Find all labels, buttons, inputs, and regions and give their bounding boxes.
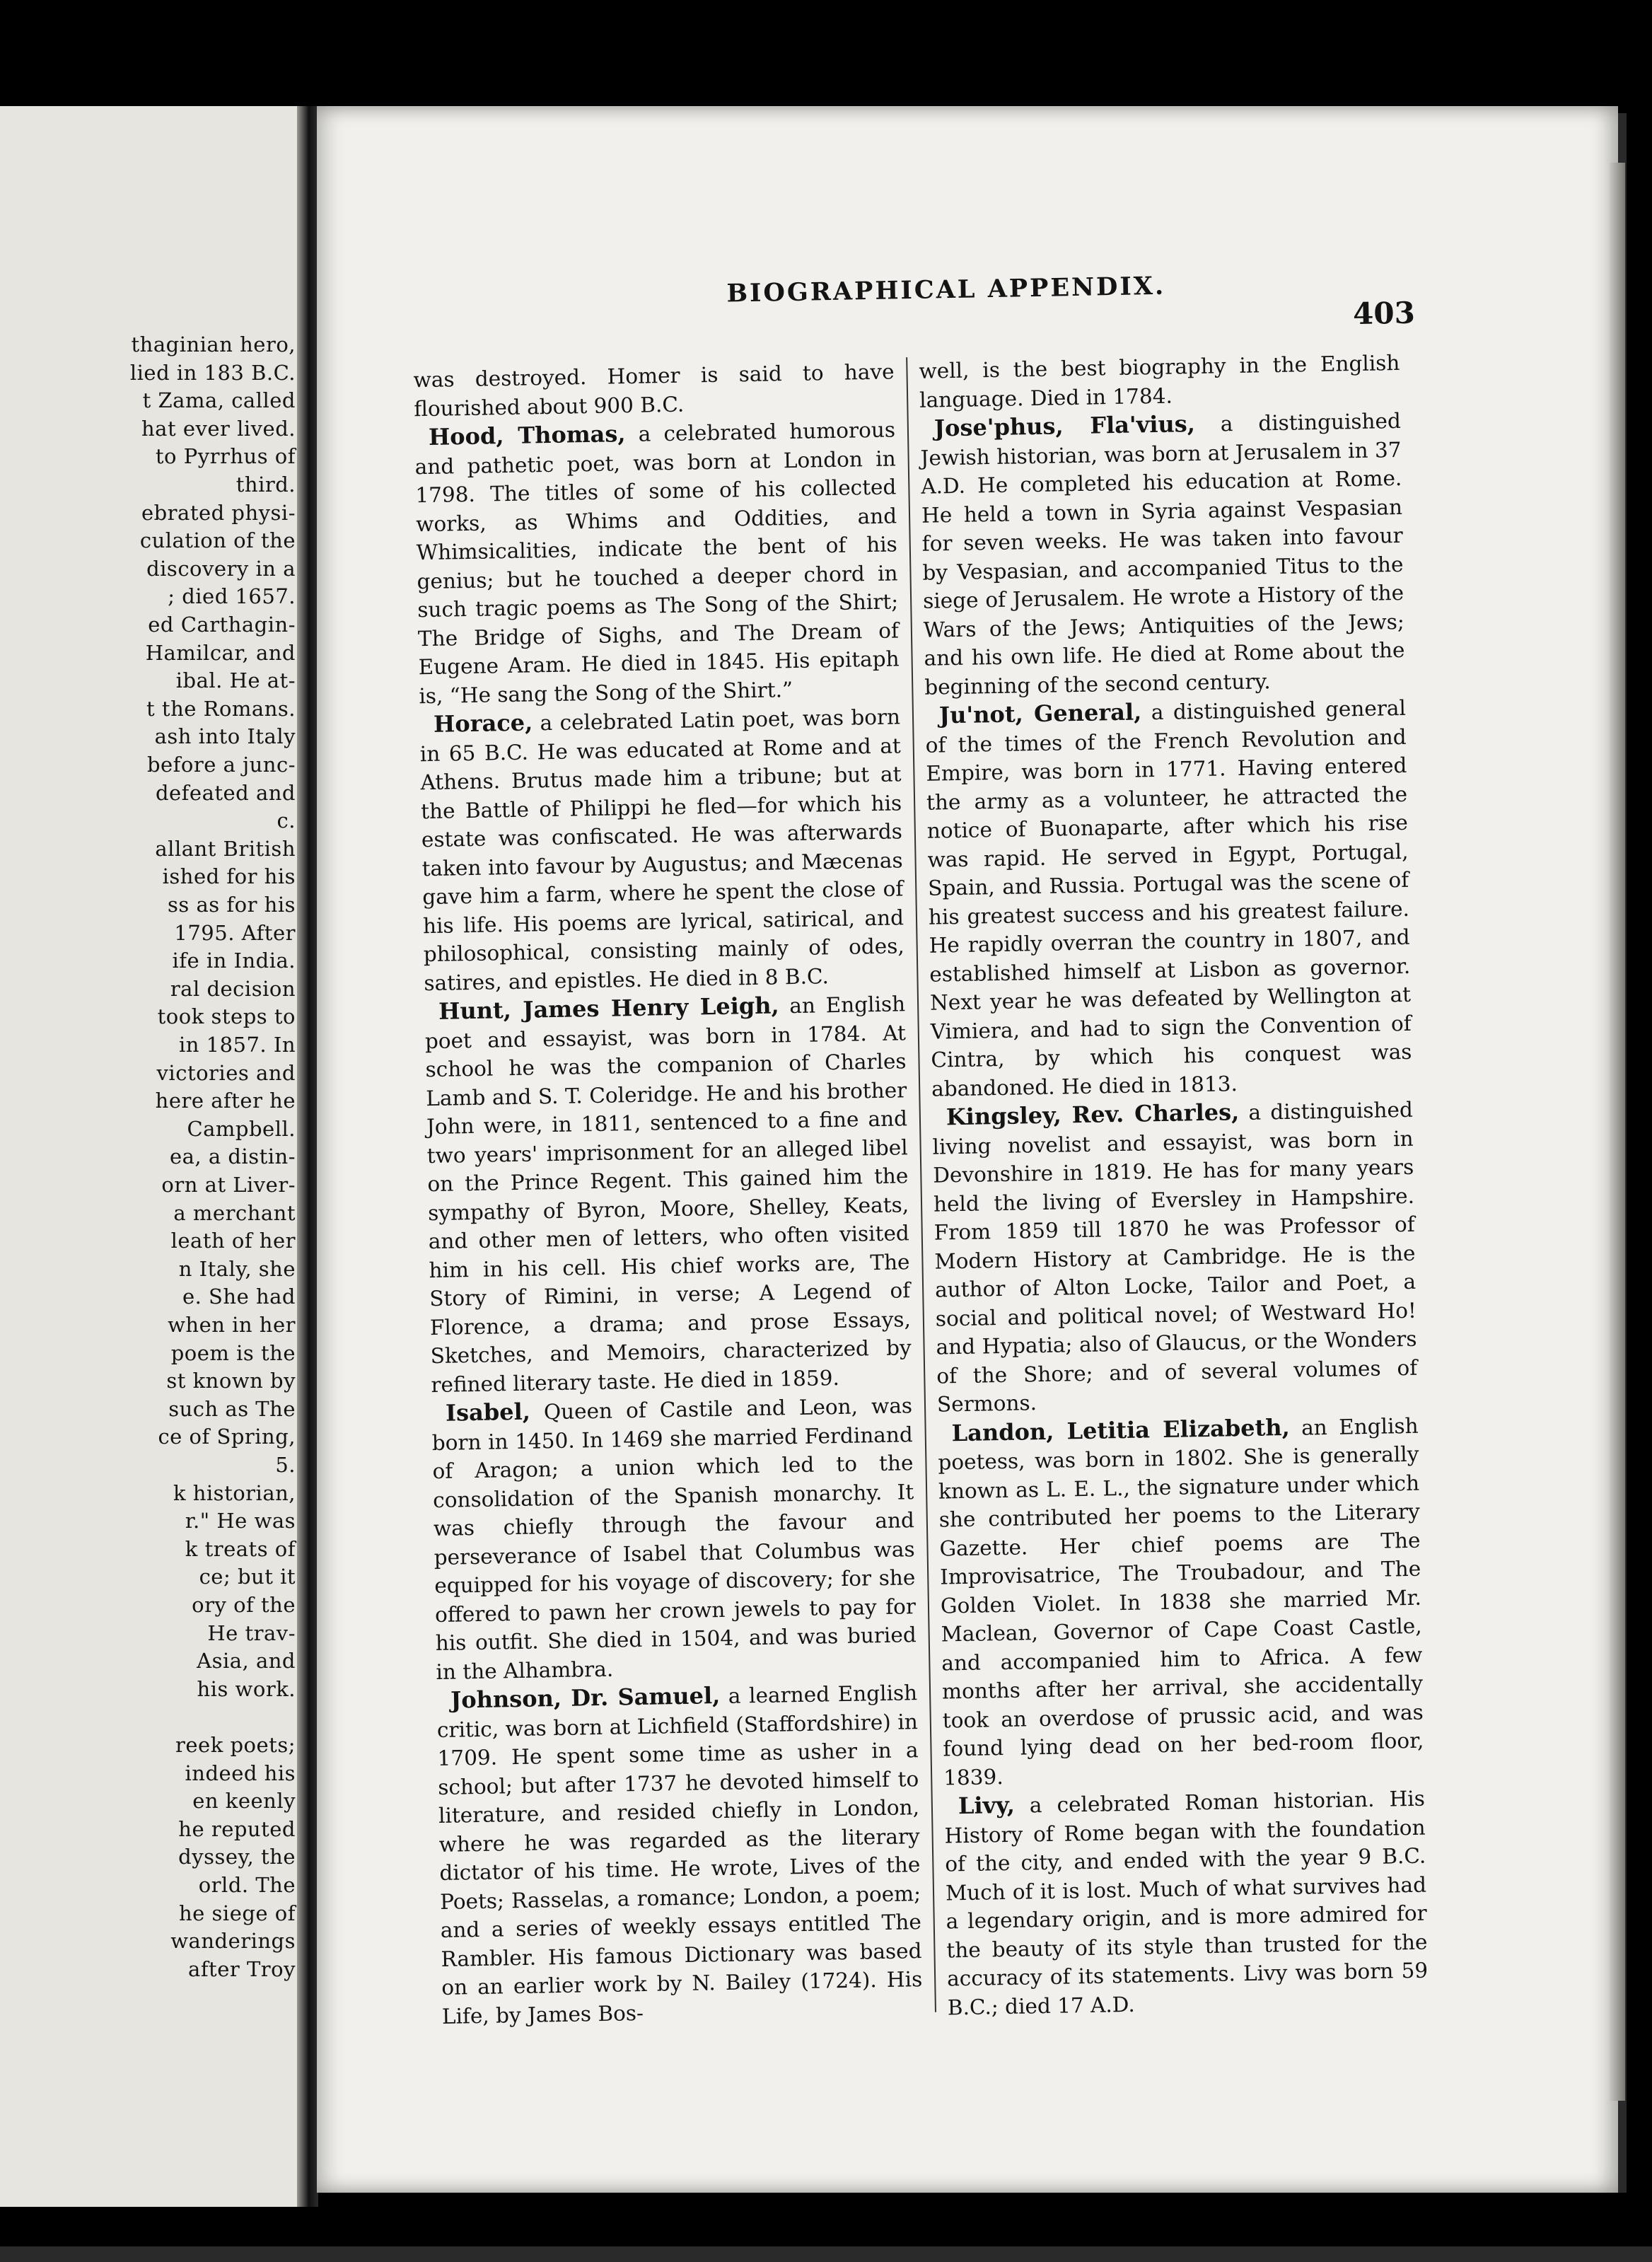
previous-page-line: k historian,: [173, 1480, 296, 1505]
previous-page-line: after Troy: [188, 1956, 296, 1981]
entry-kingsley: [932, 1095, 1419, 1419]
previous-page-line: his work.: [197, 1676, 296, 1701]
previous-page-line: thaginian hero,: [131, 332, 296, 356]
previous-page-line: ss as for his: [168, 893, 296, 917]
entry-landon: [937, 1410, 1424, 1792]
headword: Hood, Thomas,: [428, 420, 626, 451]
headword: Livy,: [958, 1791, 1016, 1820]
headword: Isabel,: [445, 1398, 531, 1427]
headword: Jose'phus, Fla'vius,: [933, 410, 1196, 442]
previous-page-line: c.: [277, 808, 296, 833]
previous-page-line: culation of the: [139, 528, 296, 553]
previous-page-line: reek poets;: [175, 1733, 296, 1757]
headword: Johnson, Dr. Samuel,: [450, 1682, 721, 1714]
previous-page-line: ife in India.: [172, 949, 296, 973]
previous-page-line: ral decision: [170, 976, 296, 1001]
headword: Hunt, James Henry Leigh,: [438, 992, 779, 1025]
previous-page-line: orld. The: [198, 1873, 296, 1897]
headword: Ju'not, General,: [938, 698, 1142, 729]
previous-page-line: a merchant: [173, 1200, 296, 1225]
previous-page-line: before a junc-: [146, 753, 296, 777]
entry-text: Queen of Castile and Leon, was born in 1450. In 1469 she married Ferdinand of Aragon; a union which led to the consolidation of the Spanish monarchy. It was chiefly through the favour and perseverance of Isabel that Columbus was equipped for his voyage of discovery; for she offered to pawn her crown jewels to pay for his outfit. She died in 1504, and was buried in the Alhambra.: [431, 1393, 917, 1684]
previous-page-line: indeed his: [185, 1761, 296, 1785]
previous-page-line: t the Romans.: [146, 696, 296, 721]
previous-page-line: he reputed: [178, 1816, 296, 1841]
left-column: [413, 357, 923, 2029]
running-head: BIOGRAPHICAL APPENDIX.: [726, 271, 1166, 308]
entry-text: an English poet and essayist, was born in 1784. At school he was the companion of Charles Lamb and S. T. Coleridge. He and his brother John were, in 1811, sentenced to a fine and two years' imprisonment for an alleged libel on the Prince Regent. This gained him the sympathy of Byron, Moore, Shelley, Keats, and other men of letters, who often visited him in his cell. His chief works are, The Story of Rimini, in verse; A Legend of Florence, a drama; and prose Essays, Sketches, and Memoirs, characterized by refined literary taste. He died in 1859.: [424, 992, 912, 1397]
entry-text: a celebrated Roman historian. His History of Rome began with the foundation of the city, and ended with the year 9 B.C. Much of it is lost. Much of what survives had a legendary origin, and is more admired for the beauty of its style than trusted for the accuracy of its statements. Livy was born 59 B.C.; died 17 A.D.: [944, 1786, 1429, 2019]
previous-page-line: e. She had: [182, 1284, 296, 1309]
previous-page-line: took steps to: [157, 1004, 296, 1029]
continued-text: was destroyed. Homer is said to have flourished about 900 B.C.: [413, 359, 895, 421]
previous-page-line: ory of the: [192, 1593, 296, 1617]
previous-page-line: en keenly: [192, 1789, 296, 1814]
previous-page-line: discovery in a: [146, 556, 296, 581]
entry-text: a distinguished Jewish historian, was born at Jerusalem in 37 A.D. He completed his education at Rome. He held a town in Syria against Vespasian for seven weeks. He was taken into favour by Vespasian, and accompanied Titus to the siege of Jerusalem. He wrote a History of the Wars of the Jews; Antiquities of the Jews; and his own life. He died at Rome about the beginning of the second century.: [920, 408, 1405, 700]
previous-page-line: ce; but it: [199, 1565, 296, 1589]
previous-page-line: t Zama, called: [142, 388, 296, 413]
previous-page-line: 1795. After: [174, 920, 296, 945]
previous-page-line: defeated and: [155, 780, 296, 805]
previous-page-line: such as The: [168, 1396, 296, 1421]
previous-page-line: Campbell.: [187, 1116, 296, 1141]
previous-page-line: ash into Italy: [154, 724, 296, 749]
previous-page-line: ea, a distin-: [169, 1144, 296, 1169]
entry-text: a learned English critic, was born at Lichfield (Staffordshire) in 1709. He spent some time as usher in a school; but after 1737 he devoted himself to literature, and resided chiefly in London, where he was regarded as the literary dictator of his time. He wrote, Lives of the Poets; Rasselas, a romance; London, a poem; and a series of weekly essays entitled The Rambler. His famous Dictionary was based on an earlier work by N. Bailey (1724). His Life, by James Bos-: [436, 1681, 923, 2029]
previous-page-line: ebrated physi-: [141, 500, 296, 525]
entry-johnson: [436, 1678, 923, 2031]
headword: Horace,: [433, 709, 533, 738]
previous-page-line: ; died 1657.: [168, 584, 296, 609]
entry-text: a distinguished living novelist and essayist, was born in Devonshire in 1819. He has for many years held the living of Eversley in Hampshire. From 1859 till 1870 he was Professor of Modern History at Cambridge. He is the author of Alton Locke, Tailor and Poet, a social and political novel; of Westward Ho! and Hypatia; also of Glaucus, or the Wonders of the Shore; and of several volumes of Sermons.: [932, 1097, 1418, 1417]
entry-text: a celebrated humorous and pathetic poet, was born at London in 1798. The titles of some of his collected works, as Whims and Oddities, and Whimsicalities, indicate the bent of his genius; but he touched a deeper chord in such tragic poems as The Song of the Shirt; The Bridge of Sighs, and The Dream of Eugene Aram. He died in 1845. His epitaph is, “He sang the Song of the Shirt.”: [414, 417, 900, 708]
previous-page-line: r." He was: [185, 1509, 296, 1533]
previous-page-line: leath of her: [170, 1229, 296, 1253]
entry-text: an English poetess, was born in 1802. She is generally known as L. E. L., the signature under which she contributed her poems to the Literary Gazette. Her chief poems are The Improvisatrice, The Troubadour, and The Golden Violet. In 1838 she married Mr. Maclean, Governor of Cape Coast Castle, and accompanied him to Africa. A few months after her arrival, she accidentally took an overdose of prussic acid, and was found lying dead on her bed-room floor, 1839.: [938, 1413, 1424, 1790]
previous-page-line: st known by: [166, 1369, 296, 1393]
previous-page-line: ibal. He at-: [175, 668, 296, 693]
previous-page-line: poem is the: [170, 1340, 296, 1365]
previous-page-line: lied in 183 B.C.: [129, 360, 296, 385]
continued-text: well, is the best biography in the English language. Died in 1784.: [919, 350, 1400, 412]
previous-page-line: victories and: [156, 1060, 296, 1085]
previous-page-line: to Pyrrhus of: [155, 444, 296, 469]
entry-text: a celebrated Latin poet, was born in 65 B.C. He was educated at Rome and at Athens. Brutus made him a tribune; but at the Battle of Philippi he fled—for which his estate was confiscated. He was afterwards taken into favour by Augustus; and Mæcenas gave him a farm, where he spent the close of his life. His poems are lyrical, satirical, and philosophical, consisting mainly of odes, satires, and epistles. He died in 8 B.C.: [419, 704, 904, 995]
entry-hunt: [424, 989, 912, 1399]
entry-livy: [944, 1784, 1429, 2022]
entry-junot: [925, 693, 1413, 1103]
previous-page-line: hat ever lived.: [141, 416, 296, 441]
previous-page-line: he siege of: [178, 1901, 296, 1925]
headword: Landon, Letitia Elizabeth,: [951, 1413, 1291, 1446]
previous-page-line: ed Carthagin-: [148, 613, 296, 637]
previous-page-line: ce of Spring,: [158, 1425, 296, 1449]
entry-isabel: [431, 1391, 917, 1686]
previous-page-line: 5.: [275, 1453, 296, 1477]
previous-page-line: allant British: [155, 836, 296, 861]
previous-page-line: here after he: [155, 1089, 296, 1113]
page-number: 403: [1352, 295, 1416, 332]
headword: Kingsley, Rev. Charles,: [946, 1098, 1240, 1131]
previous-page-line: ished for his: [162, 864, 296, 889]
entry-horace: [419, 702, 905, 997]
previous-page-line: Asia, and: [197, 1649, 296, 1674]
previous-page-line: n Italy, she: [178, 1256, 296, 1281]
entry-hood: [414, 414, 900, 710]
right-column: [919, 349, 1429, 2019]
previous-page-line: He trav-: [207, 1620, 296, 1645]
previous-page-line: when in her: [168, 1313, 296, 1337]
previous-page-line: orn at Liver-: [161, 1173, 296, 1197]
previous-page-line: k treats of: [185, 1536, 296, 1561]
previous-page-line: dyssey, the: [178, 1845, 296, 1869]
previous-page-line: in 1857. In: [178, 1033, 296, 1057]
previous-page-line: Hamilcar, and: [145, 640, 296, 665]
entry-josephus: [920, 406, 1406, 702]
previous-page-line: wanderings: [170, 1929, 296, 1954]
previous-page-line: third.: [235, 472, 296, 497]
entry-text: a distinguished general of the times of the French Revolution and Empire, was born in 1771. Having entered the army as a volunteer, he attracted the notice of Buonaparte, after which his rise was rapid. He served in Egypt, Portugal, Spain, and Russia. Portugal was the scene of his greatest success and his greatest failure. He rapidly overran the country in 1807, and established himself at Lisbon as governor. Next year he was defeated by Wellington at Vimiera, and had to sign the Convention of Cintra, by which his conquest was abandoned. He died in 1813.: [925, 695, 1412, 1101]
